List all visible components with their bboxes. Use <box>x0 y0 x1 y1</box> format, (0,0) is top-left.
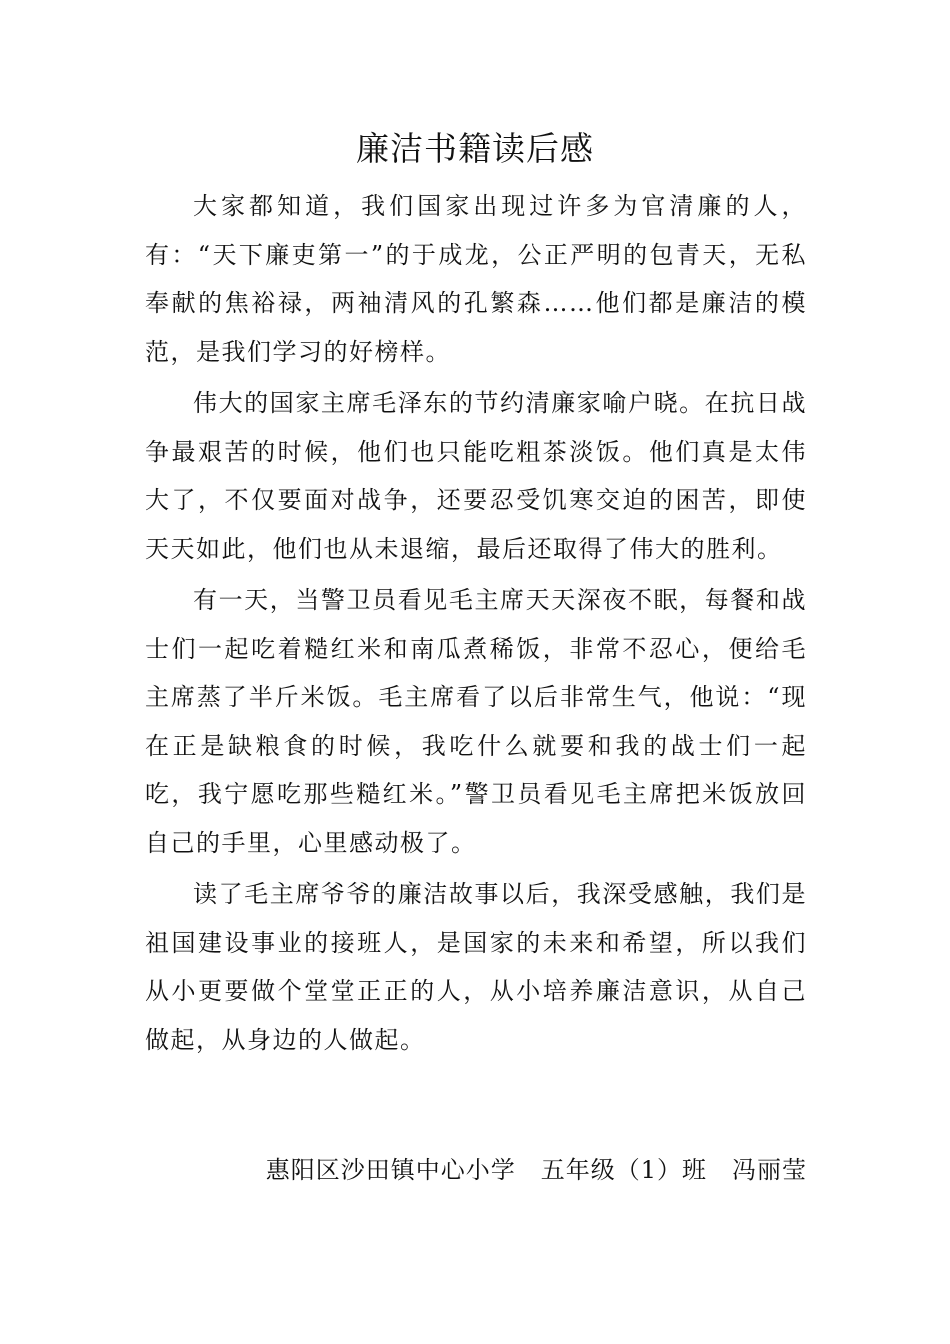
paragraph-4: 读了毛主席爷爷的廉洁故事以后，我深受感触，我们是祖国建设事业的接班人，是国家的未来和希望，所以我们从小更要做个堂堂正正的人，从小培养廉洁意识，从自己做起，从身边的人做起。 <box>145 880 807 1054</box>
paragraph-1: 大家都知道，我们国家出现过许多为官清廉的人，有：“天下廉吏第一”的于成龙，公正严明的包青天，无私奉献的焦裕禄，两袖清风的孔繁森……他们都是廉洁的模范，是我们学习的好榜样。 <box>145 192 807 366</box>
paragraph-2: 伟大的国家主席毛泽东的节约清廉家喻户晓。在抗日战争最艰苦的时候，他们也只能吃粗茶淡饭。他们真是太伟大了，不仅要面对战争，还要忍受饥寒交迫的困苦，即使天天如此，他们也从未退缩，最后还取得了伟大的胜利。 <box>145 389 807 563</box>
author-signature: 惠阳区沙田镇中心小学 五年级（1）班 冯丽莹 <box>265 1156 807 1184</box>
paragraph-3: 有一天，当警卫员看见毛主席天天深夜不眠，每餐和战士们一起吃着糙红米和南瓜煮稀饭，非常不忍心，便给毛主席蒸了半斤米饭。毛主席看了以后非常生气，他说：“现在正是缺粮食的时候，我吃什么就要和我的战士们一起吃，我宁愿吃那些糙红米。”警卫员看见毛主席把米饭放回自己的手里，心里感动极了。 <box>145 586 807 857</box>
document-title: 廉洁书籍读后感 <box>356 129 594 168</box>
document-body <box>145 182 807 1064</box>
